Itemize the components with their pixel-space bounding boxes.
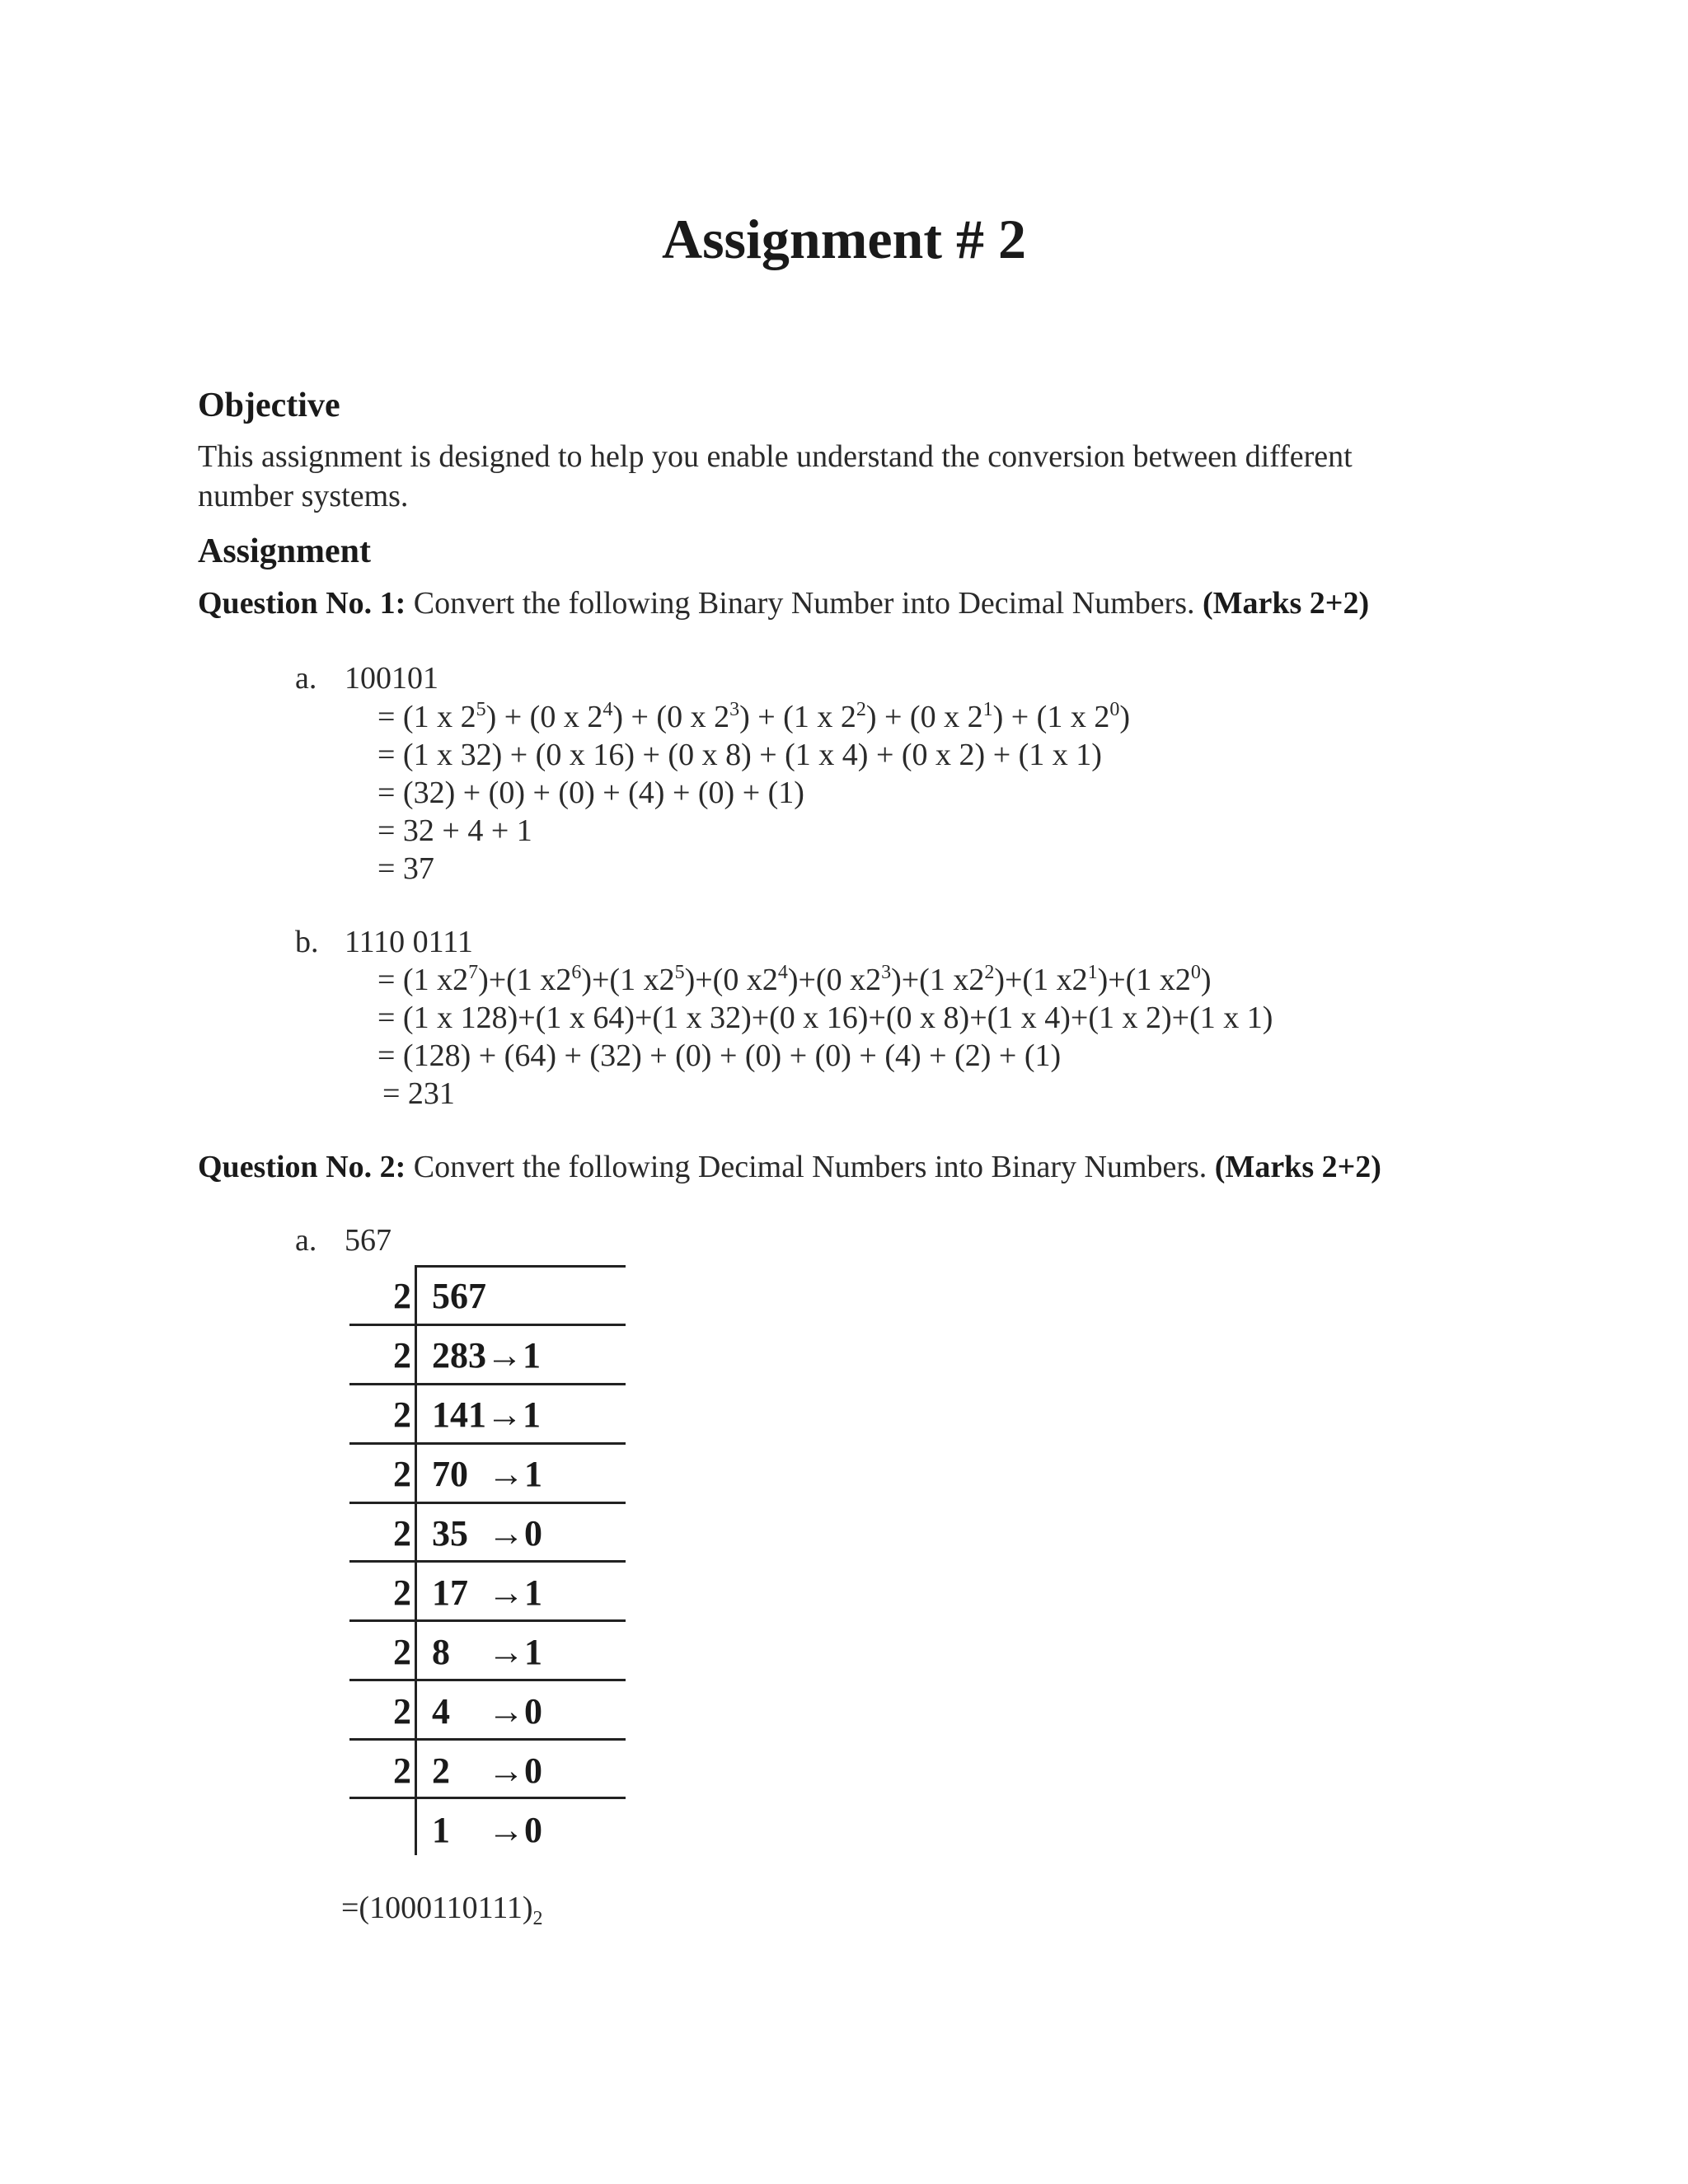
objective-text-line1: This assignment is designed to help you enable understand the conversion between different (198, 439, 1353, 474)
divisor: 2 (393, 1513, 411, 1554)
quotient-remainder: 283→1 (432, 1335, 541, 1376)
divisor: 2 (393, 1750, 411, 1791)
q1a-step3: = (1 x 32) + (0 x 16) + (0 x 8) + (1 x 4) + (0 x 2) + (1 x 1) (377, 738, 1102, 772)
q2a-result: $=(1000110111)_2$ (341, 1891, 543, 1929)
division-rule (349, 1797, 626, 1799)
divisor: 2 (393, 1572, 411, 1613)
q1a-result: = 37 (377, 851, 434, 886)
quotient: 17 (432, 1572, 468, 1613)
quotient: 35 (432, 1513, 468, 1554)
question-2-text: Convert the following Decimal Numbers into Binary Numbers. (406, 1150, 1215, 1184)
remainder: →0 (488, 1750, 542, 1791)
objective-text-line2: number systems. (198, 479, 409, 513)
division-rule (349, 1502, 626, 1504)
q1a-expansion: = (1 x $2^5) + (0$ x $2^4) + (0$ x $2^3) + (1$ x $2^2) + (0$ x $2^1) + (1$ x $2^0$) (377, 699, 1130, 734)
question-2-label: Question No. 2: (198, 1150, 406, 1184)
divisor: 2 (393, 1276, 411, 1316)
quotient: 70 (432, 1454, 468, 1494)
remainder: →1 (488, 1572, 542, 1613)
q1b-marker: b. (295, 925, 319, 959)
question-1-marks: (Marks 2+2) (1203, 586, 1370, 621)
division-rule (349, 1442, 626, 1445)
remainder: →0 (488, 1513, 542, 1554)
q1b-step4: = (128) + (64) + (32) + (0) + (0) + (0) + (4) + (2) + (1) (377, 1038, 1062, 1073)
question-1-text: Convert the following Binary Number into Decimal Numbers. (406, 586, 1203, 621)
q1a-step4: = (32) + (0) + (0) + (4) + (0) + (1) (377, 776, 804, 810)
q2a-marker: a. (295, 1223, 317, 1258)
q2a-number: 567 (345, 1223, 392, 1258)
divisor: 2 (393, 1335, 411, 1376)
remainder: →1 (488, 1454, 542, 1494)
quotient: 4 (432, 1691, 450, 1732)
q1b-number: 1110 0111 (345, 925, 473, 959)
q1a-number: 100101 (345, 661, 438, 696)
division-rule (349, 1679, 626, 1681)
division-rule (349, 1383, 626, 1385)
quotient: 1 (432, 1810, 450, 1850)
question-1 (198, 583, 1369, 623)
divisor: 2 (393, 1632, 411, 1672)
division-rule (349, 1738, 626, 1741)
division-rule (349, 1324, 626, 1326)
page-title: Assignment # 2 (661, 208, 1027, 270)
remainder: →1 (488, 1632, 542, 1672)
remainder: →0 (488, 1691, 542, 1732)
quotient: 8 (432, 1632, 450, 1672)
objective-heading: Objective (198, 387, 340, 424)
q1b-step3: = (1 x 128)+(1 x 64)+(1 x 32)+(0 x 16)+(0 x 8)+(1 x 4)+(1 x 2)+(1 x 1) (377, 1001, 1273, 1035)
remainder: →0 (488, 1810, 542, 1850)
q1b-result: = 231 (382, 1076, 455, 1111)
quotient-remainder: 141→1 (432, 1394, 541, 1435)
divisor: 2 (393, 1691, 411, 1732)
quotient: 567 (432, 1276, 486, 1316)
assignment-heading: Assignment (198, 532, 372, 570)
division-rule (349, 1560, 626, 1563)
question-2 (198, 1147, 1381, 1187)
q1a-step5: = 32 + 4 + 1 (377, 813, 532, 848)
q1b-expansion: = (1 $x2^7)+(1$ $x2^6)+(1$ $x2^5)+(0$ $x2^4)+(0$ $x2^3)+(1$ $x2^2)+(1$ $x2^1)+(1$ $x2^0$) (377, 962, 1212, 997)
quotient: 2 (432, 1750, 450, 1791)
divisor: 2 (393, 1454, 411, 1494)
question-2-marks: (Marks 2+2) (1214, 1150, 1381, 1184)
q1a-marker: a. (295, 661, 317, 696)
division-rule (415, 1265, 626, 1268)
question-1-label: Question No. 1: (198, 586, 406, 621)
divisor: 2 (393, 1394, 411, 1435)
division-rule (349, 1619, 626, 1622)
